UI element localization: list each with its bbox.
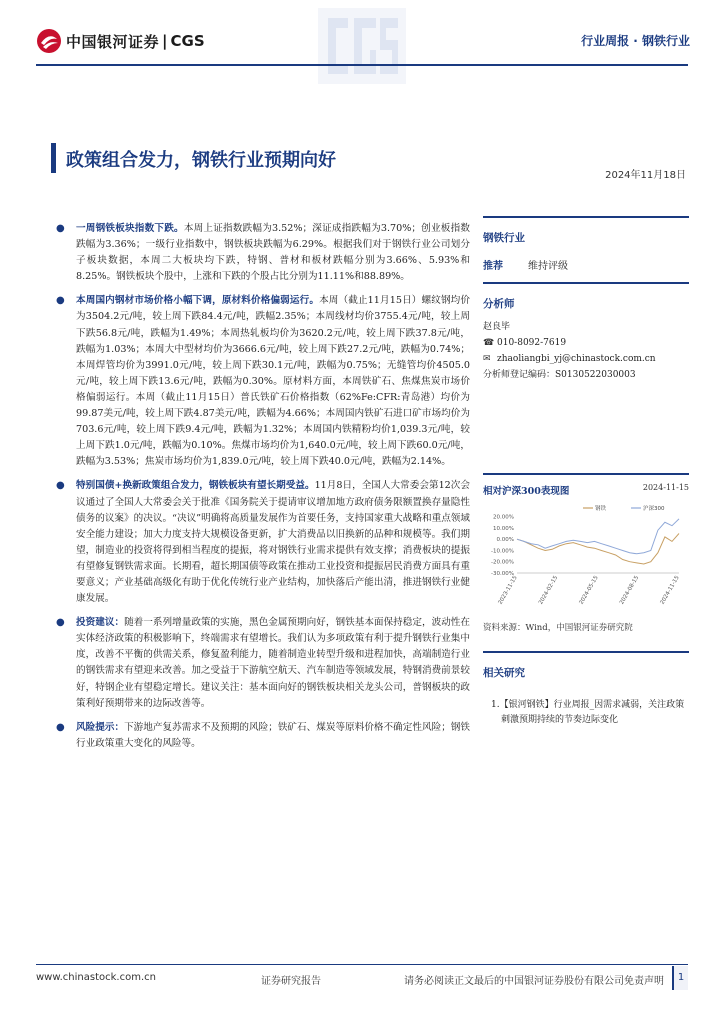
y-tick-label: -20.00% — [491, 559, 514, 566]
bullet-paragraph — [52, 293, 470, 470]
bullet-paragraph — [52, 720, 470, 752]
x-tick-label: 2024-11-15 — [659, 575, 681, 606]
email-icon: ✉ — [483, 354, 491, 364]
industry-label: 钢铁行业 — [483, 232, 525, 244]
footer-url[interactable]: www.chinastock.com.cn — [36, 972, 156, 983]
bullet-dot: ● — [56, 617, 65, 629]
chart-title: 相对沪深300表现图 — [483, 486, 570, 497]
analyst-email-row — [483, 351, 689, 367]
cgs-watermark-graphic — [318, 8, 406, 84]
footer-divider — [36, 964, 688, 965]
bullet-body: 下游地产复苏需求不及预期的风险；铁矿石、煤炭等原料价格不确定性风险；钢铁行业政策重大变化的风险等。 — [76, 721, 471, 749]
phone-icon: ☎ — [483, 338, 495, 348]
bullet-dot: ● — [56, 223, 65, 234]
performance-chart — [483, 503, 689, 615]
report-category-tag: 行业周报 · 钢铁行业 — [581, 34, 690, 48]
x-tick-label: 2024-08-15 — [619, 575, 641, 606]
company-logo — [36, 28, 205, 54]
report-date: 2024年11月18日 — [605, 170, 686, 181]
bullet-body: 本周上证指数跌幅为3.52%；深证成指跌幅为3.70%；创业板指数跌幅为3.36%；一级行业指数中，钢铁板块跌幅为6.29%。根据我们对于钢铁行业公司划分子板块数据，本周二大板块均下跌，特钢、普材和板材跌幅分别为3.66%、5.93%和8.25%。钢铁板块个股中，上涨和下跌的个股占比分别为11.11%和88.89%。 — [76, 223, 470, 283]
y-tick-label: -10.00% — [491, 548, 514, 555]
bullet-heading: 本周国内钢材市场价格小幅下调，原材料价格偏弱运行。 — [76, 295, 320, 307]
bullet-body: 本周（截止11月15日）螺纹钢均价为3504.2元/吨，较上周下跌84.4元/吨，跌幅2.35%；本周线材均价3755.4元/吨，较上周下跌56.8元/吨，跌幅为1.49%；本周热轧板均价为3620.2元/吨，较上周下跌37.8元/吨，跌幅为1.03%；本周大中型材均价为3666.6元/吨，较上周下跌27.2元/吨，跌幅为0.74%；本周焊管均价为3991.0元/吨，较上周下跌30.1元/吨，跌幅为0.75%；无缝管均价4505.0元/吨，较上周下跌13.6元/吨，跌幅为0.30%。原材料方面，本周铁矿石、焦煤焦炭市场价格偏弱运行。本周（截止11月15日）普氏铁矿石价格指数（62%Fe:CFR:青岛港）均价为99.87美元/吨，较上周下跌4.87美元/吨，跌幅为4.66%；本周国内铁矿石进口矿市场均价为703.6元/吨，较上周下跌9.4元/吨，跌幅为1.32%；本周国内铁精粉均价1,039.3元/吨，较上周下跌1.0元/吨，跌幅为0.10%。焦煤市场均价为1,640.0元/吨，较上周下跌60.0元/吨，跌幅为3.53%；焦炭市场均价为1,839.0元/吨，较上周下跌40.0元/吨，跌幅为2.14%。 — [76, 295, 470, 468]
related-research-title: 相关研究 — [483, 667, 525, 679]
sidebar — [483, 216, 689, 728]
company-logo-mark — [36, 28, 62, 54]
rating-label: 推荐 — [483, 261, 503, 272]
bullet-body: 11月8日，全国人大常委会第12次会议通过了全国人大常委会关于批准《国务院关于提请审议增加地方政府债务限额置换存量隐性债务的议案》的决议。“决议”明确将高质量发展作为首要任务，支持国家重大战略和重点领域安全能力建设；加大力度支持大规模设备更新，扩大消费品以旧换新的品种和规模等。我们期望，制造业的投资将得到相当程度的提振，将对钢铁行业需求提供有效支撑；消费板块的提振有望修复钢铁需求面。长期看，超长期国债等政策在推动工业投资和提振居民消费方面具有重要意义；产业基础高级化有助于优化传统行业产业结构，加快落后产能出清，推进钢铁行业健康发展。 — [76, 480, 470, 605]
analyst-section-title: 分析师 — [483, 298, 515, 310]
footer-report-type: 证券研究报告 — [261, 976, 321, 987]
bullet-heading: 特别国债+换新政策组合发力，钢铁板块有望长期受益。 — [76, 480, 315, 492]
analyst-phone: 010-8092-7619 — [497, 338, 567, 348]
chart-header — [483, 473, 689, 503]
logo-separator: | — [162, 32, 168, 50]
header-divider — [36, 64, 688, 66]
legend-label: 沪深300 — [643, 506, 665, 512]
bullet-dot: ● — [56, 480, 65, 492]
chart-source: 资料来源：Wind，中国银河证券研究院 — [483, 623, 633, 633]
title-accent-bar — [51, 143, 56, 173]
bullet-heading: 一周钢铁板块指数下跌。 — [76, 223, 184, 234]
x-tick-label: 2024-05-15 — [578, 575, 600, 606]
chart-date: 2024-11-15 — [642, 483, 689, 492]
bullet-body: 随着一系列增量政策的实施，黑色金属预期向好，钢铁基本面保持稳定，波动性在实体经济政策的积极影响下，终端需求有望增长。我们认为多项政策有利于提升钢铁行业集中度，改善不平衡的供需关系，修复盈利能力，随着制造业转型升级和进程加快，高端制造行业的钢铁需求有望迎来改善。加之受益于下游航空航天、汽车制造等领域发展，特钢消费前景较好，特钢企业有望稳定增长。建议关注：基本面向好的钢铁板块相关龙头公司，普钢板块的政策利好预期带来的边际改善等。 — [76, 617, 471, 709]
analyst-cert: 分析师登记编码：S0130522030003 — [483, 370, 636, 380]
bullet-dot: ● — [56, 721, 65, 733]
bullet-dot: ● — [56, 295, 65, 307]
analyst-email: zhaoliangbi_yj@chinastock.com.cn — [497, 354, 656, 364]
page-number: 1 — [672, 966, 688, 990]
x-tick-label: 2024-02-15 — [538, 575, 560, 606]
bullet-paragraph — [52, 615, 470, 712]
bullet-paragraph — [52, 478, 470, 607]
y-tick-label: 20.00% — [493, 514, 514, 521]
report-title: 政策组合发力，钢铁行业预期向好 — [66, 150, 336, 171]
series-line — [517, 519, 679, 554]
rating-row — [483, 253, 689, 276]
x-tick-label: 2023-11-15 — [497, 575, 519, 606]
logo-text-en: CGS — [170, 32, 205, 50]
analyst-phone-row — [483, 335, 689, 351]
bullet-heading: 投资建议： — [76, 617, 125, 629]
performance-chart-box — [483, 473, 689, 633]
main-content — [52, 221, 470, 760]
bullet-heading: 风险提示： — [76, 721, 125, 733]
rating-value: 维持评级 — [528, 261, 568, 272]
related-research-item[interactable]: 1.【银河钢铁】行业周报_因需求减弱，关注政策刺激预期持续的节奏边际变化 — [491, 700, 685, 725]
logo-text-cn: 中国银河证券 — [66, 32, 160, 51]
legend-label: 钢铁 — [595, 506, 607, 512]
footer-disclaimer: 请务必阅读正文最后的中国银河证券股份有限公司免责声明 — [404, 976, 664, 987]
y-tick-label: 10.00% — [493, 525, 514, 532]
bullet-paragraph — [52, 221, 470, 285]
y-tick-label: -30.00% — [491, 571, 514, 577]
y-tick-label: 0.00% — [496, 537, 514, 544]
analyst-name: 赵良毕 — [483, 322, 511, 332]
